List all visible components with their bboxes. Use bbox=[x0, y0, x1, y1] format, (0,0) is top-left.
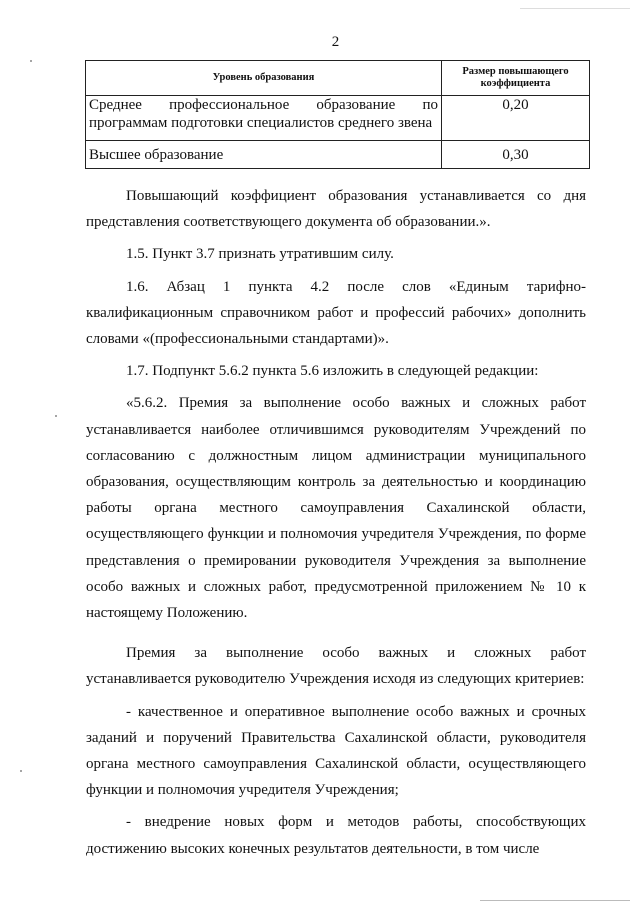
paragraph: Премия за выполнение особо важных и сложных работ устанавливается руководителю Учреждения исходя из следующих критериев: bbox=[86, 645, 586, 688]
coefficient-value-cell: 0,20 bbox=[442, 96, 590, 141]
coefficient-table bbox=[85, 60, 590, 169]
education-level-line: Среднее профессиональное образование по bbox=[89, 97, 438, 113]
coefficient-value-cell: 0,30 bbox=[442, 141, 590, 169]
scan-edge-line bbox=[520, 8, 630, 9]
scan-edge-line bbox=[480, 900, 630, 901]
paragraph: 1.6. Абзац 1 пункта 4.2 после слов «Единым тарифно-квалификационным справочником работ и профессий рабочих» дополнить словами «(профессиональными стандартами)». bbox=[86, 278, 586, 348]
header-education-level: Уровень образования bbox=[86, 61, 442, 96]
header-coefficient-size: Размер повышающего коэффициента bbox=[442, 61, 590, 96]
table-row bbox=[86, 96, 590, 141]
paragraph: «5.6.2. Премия за выполнение особо важных и сложных работ устанавливается наиболее отличившимся руководителям Учреждений по согласованию с должностным лицом администрации муниципального образования, осуществляющим контроль за деятельностью и координацию работы органа местного самоуправления Сахалинской области, осуществляющего функции и полномочия учредителя Учреждения, по форме представления о премировании руководителя Учреждения за выполнение особо важных и сложных работ, предусмотренной приложением № 10 к настоящему Положению. bbox=[86, 395, 586, 622]
paragraph: Повышающий коэффициент образования устанавливается со дня представления соответствующего документа об образовании.». bbox=[86, 188, 586, 231]
page-number: 2 bbox=[331, 34, 340, 50]
paragraph: 1.7. Подпункт 5.6.2 пункта 5.6 изложить в следующей редакции: bbox=[126, 363, 539, 380]
paragraph: - внедрение новых форм и методов работы, способствующих достижению высоких конечных результатов деятельности, в том числе bbox=[86, 814, 586, 857]
body-text bbox=[86, 183, 586, 862]
scan-speck bbox=[55, 415, 57, 417]
education-level-cell: Высшее образование bbox=[86, 141, 442, 169]
scan-speck bbox=[30, 60, 32, 62]
education-level-cell bbox=[86, 96, 442, 141]
paragraph: 1.5. Пункт 3.7 признать утратившим силу. bbox=[126, 246, 394, 263]
table-row bbox=[86, 141, 590, 169]
table-header-row bbox=[86, 61, 590, 96]
education-level-line: программам подготовки специалистов среднего звена bbox=[89, 115, 433, 131]
paragraph: - качественное и оперативное выполнение особо важных и срочных заданий и поручений Правительства Сахалинской области, руководителя органа местного самоуправления Сахалинской области, осуществляющего функции и полномочия учредителя Учреждения; bbox=[86, 703, 586, 799]
scan-speck bbox=[20, 770, 22, 772]
